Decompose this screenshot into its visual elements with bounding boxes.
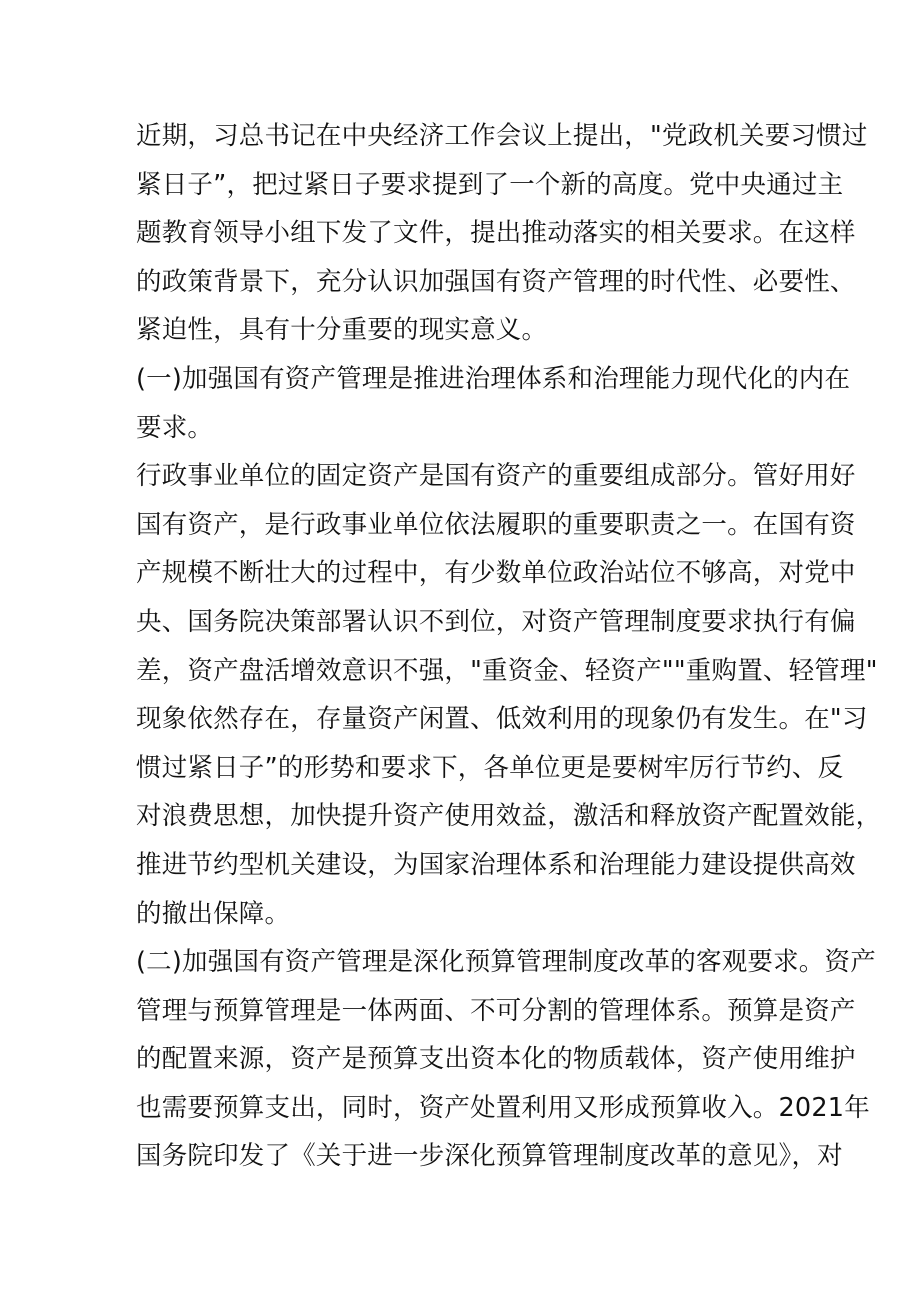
text-line: 国务院印发了《关于进一步深化预算管理制度改革的意见》，对 [136,1141,843,1172]
text-line: 紧迫性，具有十分重要的现实意义。 [136,315,548,346]
text-line: 行政事业单位的固定资产是国有资产的重要组成部分。管好用好 [136,461,856,492]
text-line: 的配置来源，资产是预算支出资本化的物质载体，资产使用维护 [136,1044,856,1075]
text-line: 也需要预算支出，同时，资产处置利用又形成预算收入。2021年 [136,1092,870,1123]
text-line: 的政策背景下，充分认识加强国有资产管理的时代性、必要性、 [136,266,856,297]
text-line: 惯过紧日子”的形势和要求下，各单位更是要树牢厉行节约、反 [136,752,844,783]
text-line: 央、国务院决策部署认识不到位，对资产管理制度要求执行有偏 [136,606,856,637]
text-line: 差，资产盘活增效意识不强，"重资金、轻资产""重购置、轻管理" [136,655,878,686]
text-line: 对浪费思想，加快提升资产使用效益，激活和释放资产配置效能， [136,801,882,832]
text-line: 题教育领导小组下发了文件，提出推动落实的相关要求。在这样 [136,218,856,249]
text-line: 产规模不断壮大的过程中，有少数单位政治站位不够高，对党中 [136,558,856,589]
text-line: 管理与预算管理是一体两面、不可分割的管理体系。预算是资产 [136,995,856,1026]
text-line: 推进节约型机关建设，为国家治理体系和治理能力建设提供高效 [136,849,856,880]
section-heading-2: (二)加强国有资产管理是深化预算管理制度改革的客观要求。资产 [136,947,876,978]
text-line: 国有资产，是行政事业单位依法履职的重要职责之一。在国有资 [136,509,856,540]
text-line: 近期，习总书记在中央经济工作会议上提出，"党政机关要习惯过 [136,121,868,151]
text-line: 紧日子”，把过紧日子要求提到了一个新的高度。党中央通过主 [136,169,844,200]
section-heading-1-continued: 要求。 [136,412,214,443]
text-line: 现象依然存在，存量资产闲置、低效利用的现象仍有发生。在"习 [136,704,868,735]
document-body [136,112,882,1181]
text-line: 的撤出保障。 [136,898,291,929]
section-heading-1: (一)加强国有资产管理是推进治理体系和治理能力现代化的内在 [136,363,851,394]
